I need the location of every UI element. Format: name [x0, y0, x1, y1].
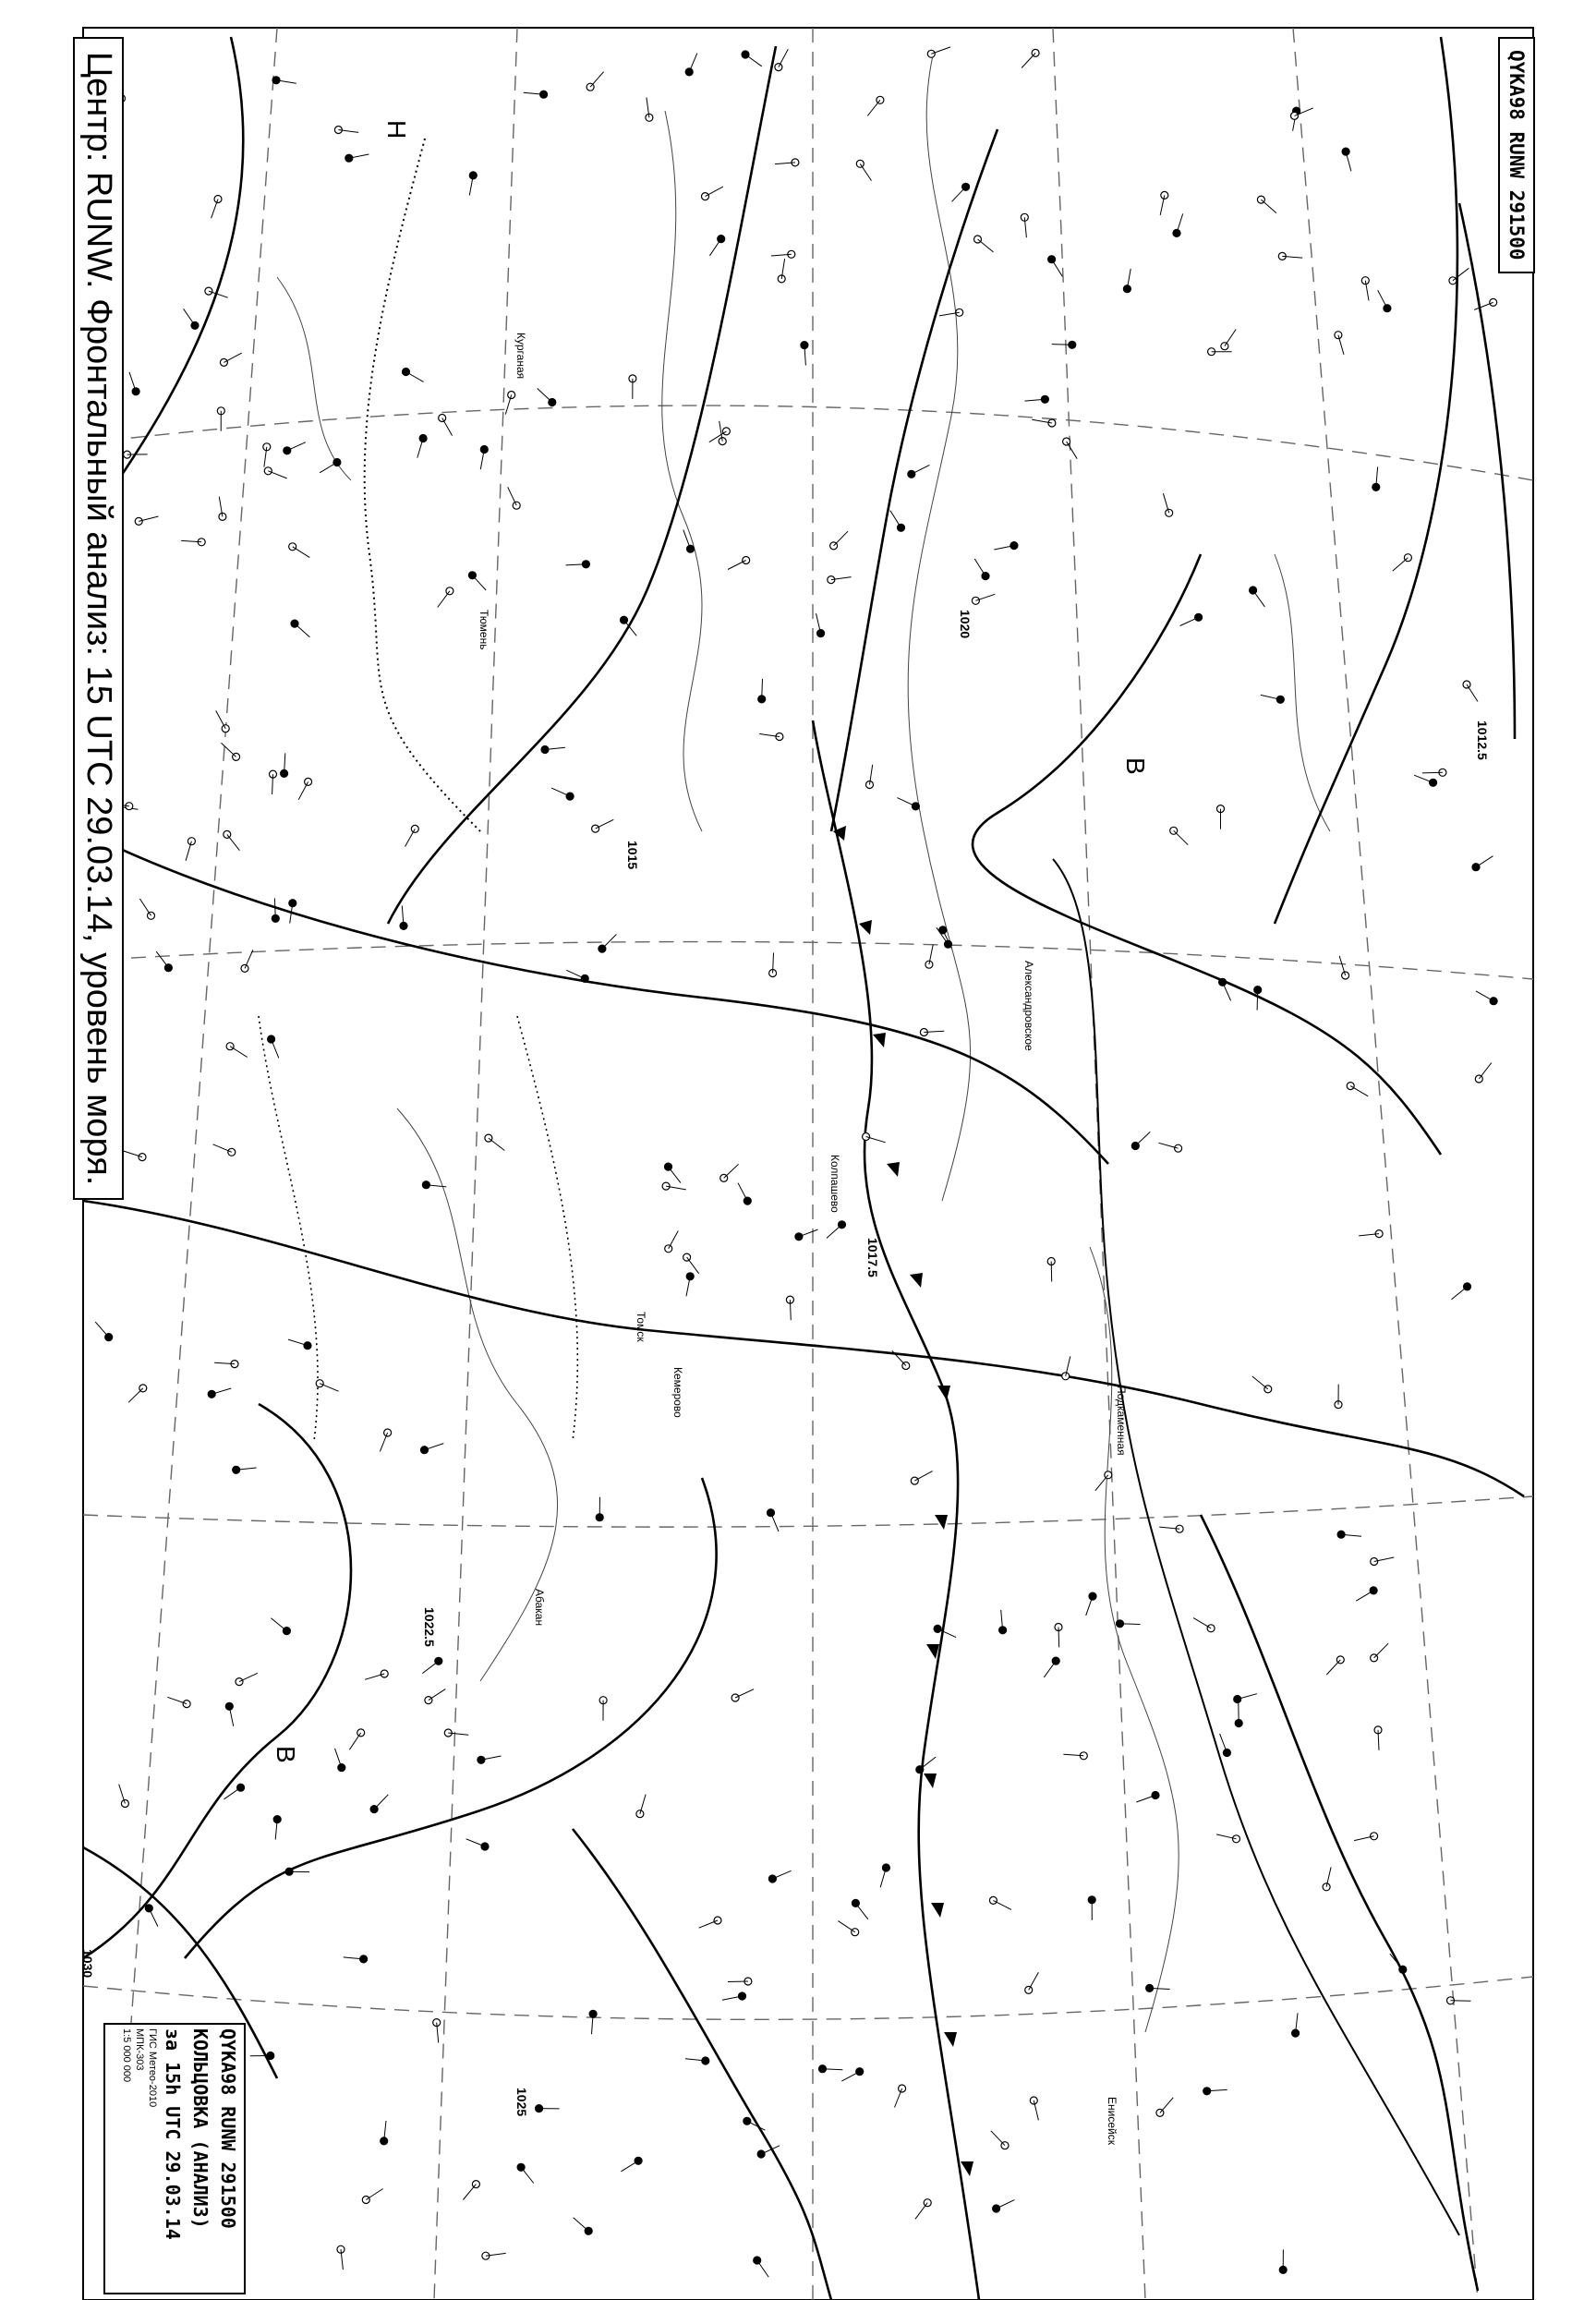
city-label: Абакан: [533, 1589, 546, 1627]
city-label: Кемерово: [671, 1367, 684, 1418]
city-label: Тюмень: [478, 610, 490, 650]
map-code-text: QYKA98 RUNW 291500: [1498, 37, 1535, 273]
info-code: QYKA98 RUNW 291500: [217, 2028, 239, 2229]
info-box-content: [120, 2028, 242, 2240]
city-label: Подкаменная: [1115, 1386, 1128, 1456]
wind-barb: [1120, 1624, 1141, 1625]
info-box: [103, 2023, 246, 2294]
info-credit: ГИС Метео-2010: [147, 2028, 158, 2108]
map-title-text: Центр: RUNW. Фронтальный анализ: 15 UTC 29.03.14, уровень моря.: [73, 37, 124, 1200]
isobar-label: 1030: [80, 1949, 95, 1979]
high-center-label: В: [272, 1746, 300, 1763]
wind-barb: [1051, 1262, 1052, 1282]
isobar-label: 1025: [514, 2088, 529, 2117]
low-center-label: Н: [382, 120, 411, 139]
city-label: Курганая: [514, 333, 527, 380]
isobar-label: 1020: [958, 610, 973, 639]
isobar-label: 1017.5: [865, 1238, 880, 1277]
wind-barb: [1422, 772, 1443, 773]
city-label: Енисейск: [1106, 2097, 1118, 2145]
wind-barb: [1058, 1628, 1059, 1648]
info-scale: 1:5 000 000: [121, 2028, 132, 2083]
info-name: КОЛЬЦОВКА (АНАЛИЗ): [189, 2028, 212, 2229]
wind-barb: [1257, 990, 1258, 1011]
high-center-label: В: [1121, 757, 1150, 775]
isobar-label: 1012.5: [1475, 720, 1490, 760]
isobar-label: 1022.5: [422, 1607, 437, 1647]
info-proj: МПК-303: [134, 2028, 145, 2071]
city-label: Томск: [635, 1312, 647, 1342]
info-date: за 15h UTC 29.03.14: [162, 2028, 184, 2240]
city-label: Колпашево: [828, 1155, 841, 1213]
isobar-label: 1015: [625, 841, 640, 870]
city-label: Александровское: [1022, 961, 1035, 1051]
wind-barb: [728, 1981, 748, 1982]
